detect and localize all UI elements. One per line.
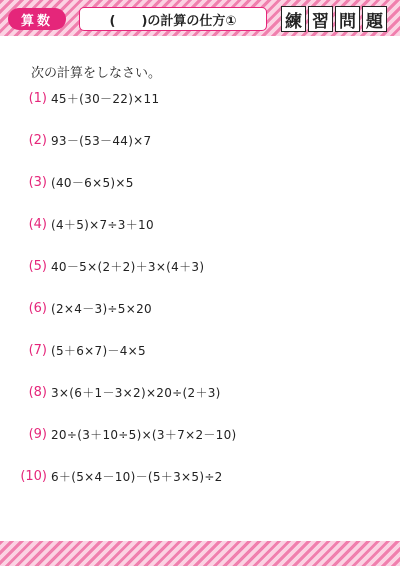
practice-label — [281, 6, 387, 32]
problem-expression: (5＋6×7)－4×5 — [51, 343, 146, 358]
practice-char: 練 — [281, 6, 306, 32]
problem-number: (5) — [28, 258, 47, 274]
problem-number: (3) — [28, 174, 47, 190]
instruction-text: 次の計算をしなさい。 — [31, 66, 162, 81]
problem-expression: (40－6×5)×5 — [51, 175, 134, 190]
worksheet-title: ( )の計算の仕方① — [79, 7, 267, 31]
problem-item — [0, 256, 400, 276]
practice-char: 題 — [362, 6, 387, 32]
problem-expression: 6＋(5×4－10)－(5＋3×5)÷2 — [51, 469, 223, 484]
subject-badge — [8, 8, 66, 30]
problem-expression: (2×4－3)÷5×20 — [51, 301, 152, 316]
problem-expression: 3×(6＋1－3×2)×20÷(2＋3) — [51, 385, 221, 400]
subject-label: 算数 — [20, 13, 53, 29]
problem-expression: (4＋5)×7÷3＋10 — [51, 217, 154, 232]
problem-number: (4) — [28, 216, 47, 232]
problem-item — [0, 382, 400, 402]
problem-item — [0, 214, 400, 234]
problem-expression: 40－5×(2＋2)＋3×(4＋3) — [51, 259, 205, 274]
practice-char: 問 — [335, 6, 360, 32]
practice-char: 習 — [308, 6, 333, 32]
problem-expression: 20÷(3＋10÷5)×(3＋7×2－10) — [51, 427, 237, 442]
problem-number: (7) — [28, 342, 47, 358]
problem-number: (1) — [28, 90, 47, 106]
problem-item — [0, 88, 400, 108]
problem-number: (2) — [28, 132, 47, 148]
problem-expression: 45＋(30－22)×11 — [51, 91, 160, 106]
problem-item — [0, 424, 400, 444]
problem-item — [0, 298, 400, 318]
problem-number: (6) — [28, 300, 47, 316]
footer-stripe — [0, 541, 400, 566]
problem-item — [0, 130, 400, 150]
problem-number: (9) — [28, 426, 47, 442]
problem-item — [0, 340, 400, 360]
problem-item — [0, 466, 400, 486]
problem-expression: 93－(53－44)×7 — [51, 133, 152, 148]
problem-item — [0, 172, 400, 192]
problem-number: (8) — [28, 384, 47, 400]
problem-number: (10) — [20, 468, 47, 484]
